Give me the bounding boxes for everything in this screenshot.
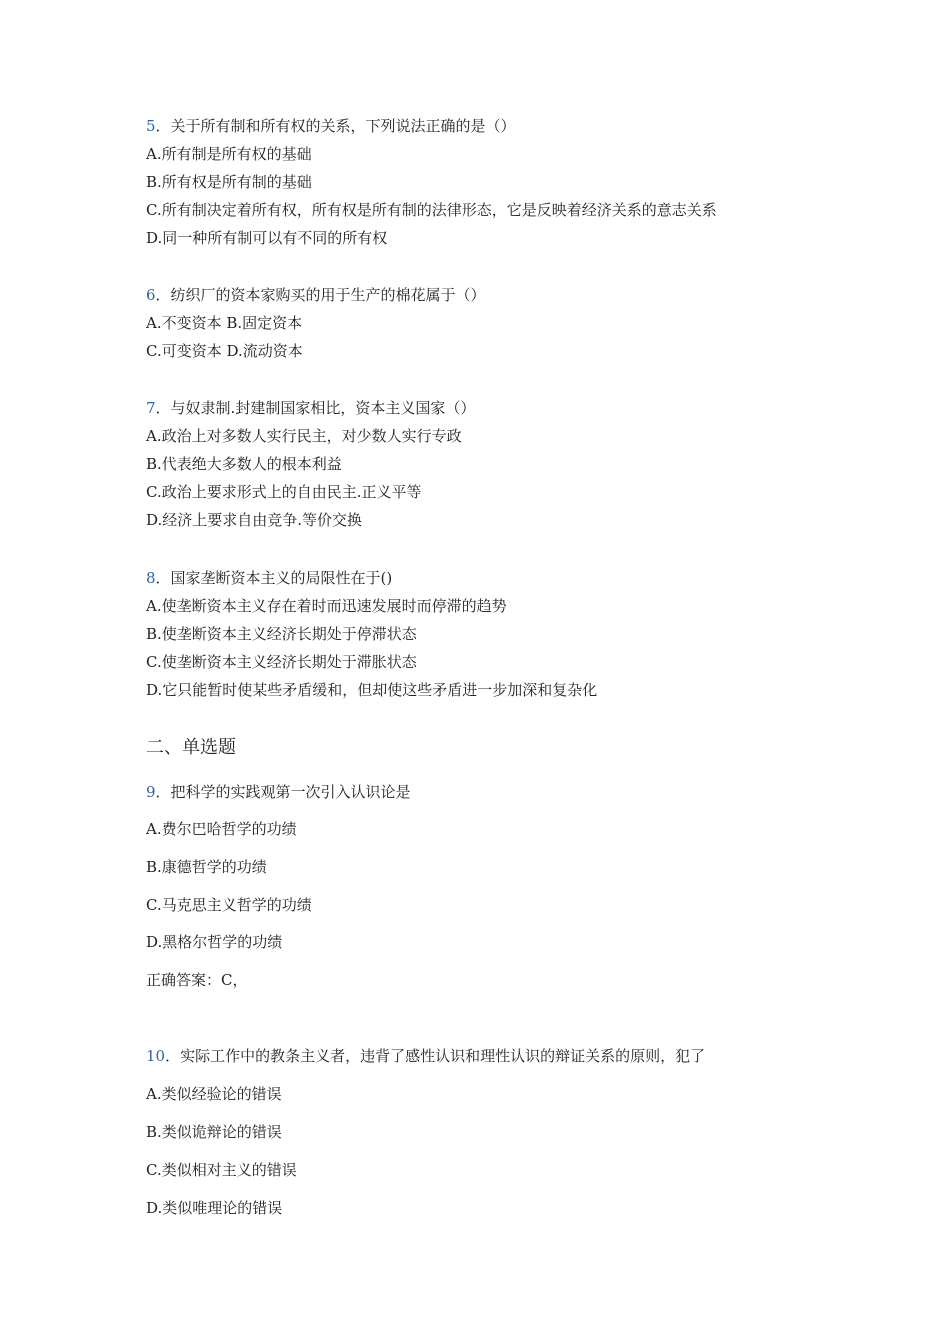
question-8-option-d: D.它只能暂时使某些矛盾缓和，但却使这些矛盾进一步加深和复杂化 (146, 681, 598, 699)
question-9-option-a: A.费尔巴哈哲学的功绩 (146, 820, 297, 838)
question-number: 8 (146, 569, 156, 587)
question-number: 6 (146, 286, 156, 304)
question-6-option-cd: C.可变资本 D.流动资本 (146, 342, 303, 360)
question-9-stem (146, 782, 411, 802)
question-9-option-b: B.康德哲学的功绩 (146, 858, 267, 876)
question-number: 5 (146, 117, 156, 135)
question-number: 7 (146, 399, 156, 417)
question-7-option-c: C.政治上要求形式上的自由民主.正义平等 (146, 483, 422, 501)
question-10-stem (146, 1046, 705, 1066)
question-5-option-a: A.所有制是所有权的基础 (146, 145, 312, 163)
question-text: ．把科学的实践观第一次引入认识论是 (155, 783, 411, 801)
question-text: ．纺织厂的资本家购买的用于生产的棉花属于（） (155, 286, 486, 304)
section-title: 二、单选题 (146, 737, 236, 758)
question-7-stem (146, 398, 475, 418)
question-8-option-b: B.使垄断资本主义经济长期处于停滞状态 (146, 625, 417, 643)
question-text: ．国家垄断资本主义的局限性在于() (155, 569, 393, 587)
question-10-option-a: A.类似经验论的错误 (146, 1085, 282, 1103)
question-text: ．与奴隶制.封建制国家相比，资本主义国家（） (155, 399, 476, 417)
question-number: 9 (146, 783, 156, 801)
question-5-option-c: C.所有制决定着所有权，所有权是所有制的法律形态，它是反映着经济关系的意志关系 (146, 201, 717, 219)
question-9-answer: 正确答案：C， (146, 971, 248, 989)
question-8-stem (146, 568, 392, 588)
question-7-option-b: B.代表绝大多数人的根本利益 (146, 455, 342, 473)
question-text: ．关于所有制和所有权的关系，下列说法正确的是（） (155, 117, 516, 135)
question-6-stem (146, 285, 486, 305)
question-10-option-d: D.类似唯理论的错误 (146, 1199, 283, 1217)
question-10-option-c: C.类似相对主义的错误 (146, 1161, 297, 1179)
question-text: ．实际工作中的教条主义者，违背了感性认识和理性认识的辩证关系的原则，犯了 (165, 1047, 706, 1065)
question-9-option-d: D.黑格尔哲学的功绩 (146, 933, 283, 951)
question-5-stem (146, 116, 516, 136)
question-9-option-c: C.马克思主义哲学的功绩 (146, 896, 312, 914)
question-8-option-a: A.使垄断资本主义存在着时而迅速发展时而停滞的趋势 (146, 597, 507, 615)
question-6-option-ab: A.不变资本 B.固定资本 (146, 314, 303, 332)
question-8-option-c: C.使垄断资本主义经济长期处于滞胀状态 (146, 653, 417, 671)
question-5-option-b: B.所有权是所有制的基础 (146, 173, 312, 191)
question-7-option-a: A.政治上对多数人实行民主，对少数人实行专政 (146, 427, 462, 445)
question-7-option-d: D.经济上要求自由竞争.等价交换 (146, 511, 363, 529)
question-10-option-b: B.类似诡辩论的错误 (146, 1123, 282, 1141)
question-number: 10 (146, 1047, 166, 1065)
question-5-option-d: D.同一种所有制可以有不同的所有权 (146, 229, 388, 247)
